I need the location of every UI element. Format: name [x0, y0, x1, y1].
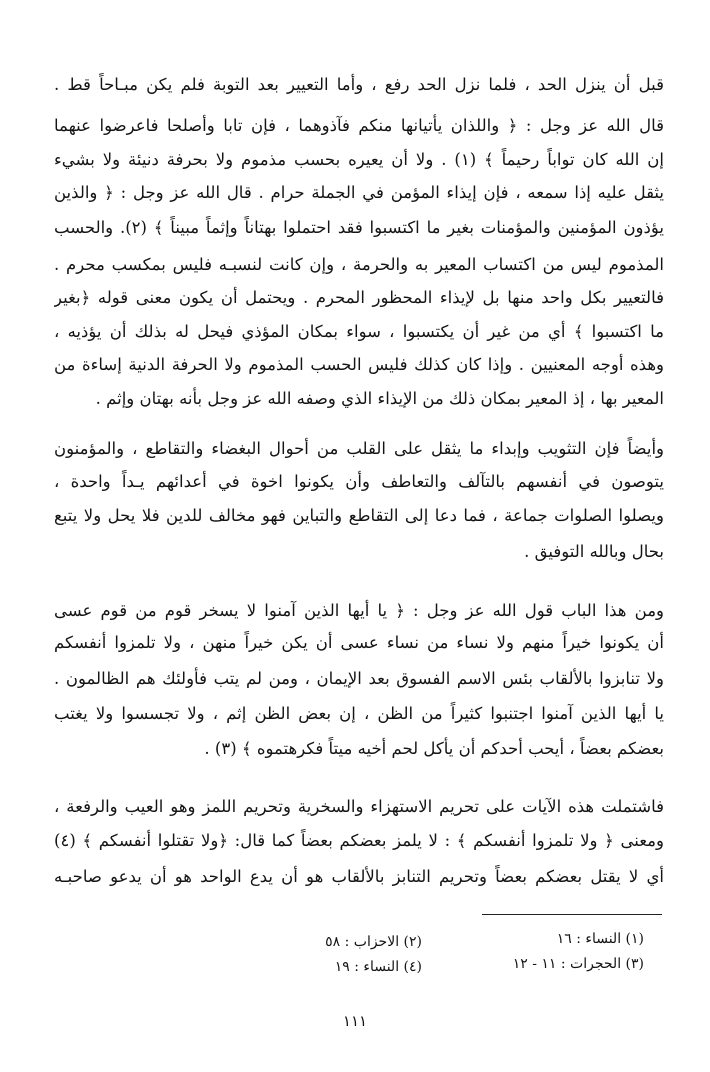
text-line: يا أيها الذين آمنوا اجتنبوا كثيراً من الظن ، إن بعض الظن إثم ، ولا تجسسوا ولا يغتب [54, 704, 664, 723]
text-line: بحال وبالله التوفيق . [524, 542, 664, 561]
text-line: وأيضاً فإن التثويب وإبداء ما يثقل على القلب من أحوال البغضاء والتقاطع ، والمؤمنون [54, 439, 664, 458]
text-line: أي لا يقتل بعضكم بعضاً وتحريم التنابز بالألقاب هو أن يدع الواحد هو أن يدعو صاحبـه [54, 867, 664, 886]
text-line: بعضكم بعضاً ، أيحب أحدكم أن يأكل لحم أخيه ميتاً فكرهتموه ﴾ (٣) . [204, 739, 664, 758]
footnote: (١) النساء : ١٦ [556, 931, 644, 947]
text-line: المذموم ليس من اكتساب المعير به والحرمة ، وإن كانت لنسبـه فليس بمكسب محرم . [54, 255, 664, 274]
text-line: قال الله عز وجل : ﴿ واللذان يأتيانها منكم فآذوهما ، فإن تابا وأصلحا فاعرضوا عنهما [54, 116, 664, 135]
footnote: (٢) الاحزاب : ٥٨ [325, 934, 422, 950]
text-line: إن الله كان تواباً رحيماً ﴾ (١) . ولا أن يعيره بحسب مذموم ولا بحرفة دنيئة ولا بشيء [54, 150, 664, 169]
footnote: (٣) الحجرات : ١١ - ١٢ [512, 956, 644, 972]
page-number: ١١١ [342, 1012, 368, 1030]
text-line: يتوصون في أنفسهم بالتآلف والتعاطف وأن يكونوا اخوة في أعدائهم يـداً واحدة ، [54, 472, 664, 491]
text-line: المعير بها ، إذ المعير بمكان ذلك من الإيذاء الذي وصفه الله عز وجل بأنه بهتان وإثم . [95, 389, 664, 408]
text-line: ومعنى ﴿ ولا تلمزوا أنفسكم ﴾ : لا يلمز بعضكم بعضاً كما قال: ﴿ولا تقتلوا أنفسكم ﴾ (٤) [54, 831, 664, 850]
footnote: (٤) النساء : ١٩ [334, 959, 422, 975]
text-line: يثقل عليه إذا سمعه ، فإن إيذاء المؤمن في الجملة حرام . قال الله عز وجل : ﴿ والذين [54, 183, 664, 202]
text-line: وهذه أوجه المعنيين . وإذا كان كذلك فليس الحسب المذموم ولا الحرفة الدنية إساءة من [54, 355, 664, 374]
text-line: فالتعيير بكل واحد منها بل لإيذاء المحظور المحرم . ويحتمل أن يكون معنى قوله ﴿بغير [54, 288, 664, 307]
text-line: يؤذون المؤمنين والمؤمنات بغير ما اكتسبوا فقد احتملوا بهتاناً وإثماً مبيناً ﴾ (٢). والحسب [54, 218, 664, 237]
text-line: ولا تنابزوا بالألقاب بئس الاسم الفسوق بعد الإيمان ، ومن لم يتب فأولئك هم الظالمون . [54, 669, 664, 688]
text-line: ومن هذا الباب قول الله عز وجل : ﴿ يا أيها الذين آمنوا لا يسخر قوم من قوم عسى [54, 601, 664, 620]
text-line: ما اكتسبوا ﴾ أي من غير أن يكتسبوا ، سواء بمكان المؤذي فيحل له بذلك أن يؤذيه ، [54, 322, 664, 341]
footnote-separator [482, 914, 662, 915]
text-line: ويصلوا الصلوات جماعة ، فما دعا إلى التقاطع والتباين فهو مخالف للدين فلا يحل ولا يتبع [54, 506, 664, 525]
text-line: قبل أن ينزل الحد ، فلما نزل الحد رفع ، وأما التعيير بعد التوبة فلم يكن مبـاحاً قط . [54, 75, 664, 94]
text-line: فاشتملت هذه الآيات على تحريم الاستهزاء والسخرية وتحريم اللمز وهو العيب والرفعة ، [54, 797, 664, 816]
text-line: أن يكونوا خيراً منهم ولا نساء من نساء عسى أن يكن خيراً منهن ، ولا تلمزوا أنفسكم [54, 633, 664, 652]
